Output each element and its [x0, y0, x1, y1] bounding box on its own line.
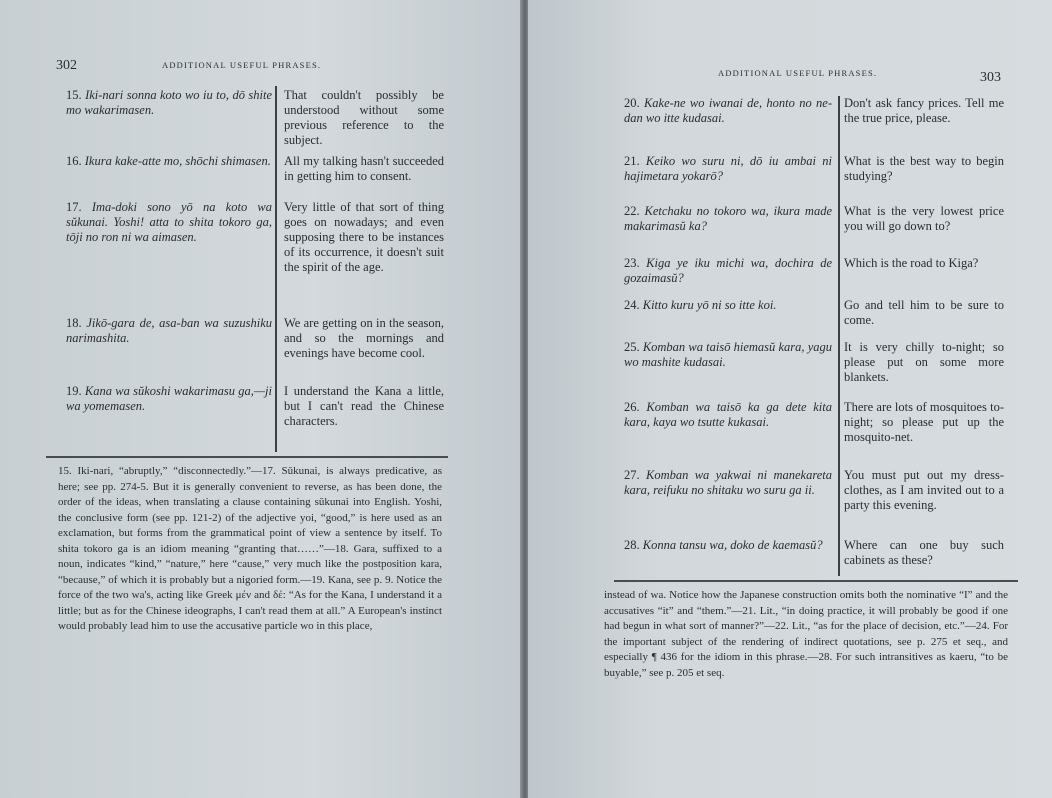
footnotes: 15. Iki-nari, “abruptly,” “disconnectedly.”—17. Sŭkunai, is always predicative, as here; see pp. 274-5. But it is generally convenient to reverse, as has been done, the order of the ideas, when translating a clause containing sŭkunai into English. Yoshi, the conclusive form (see pp. 121-2) of the adjective yoi, “good,” is here used as an exclamation, but forms from the grammatical point of view a sentence by itself. To shita tokoro ga is an idiom meaning “granting that……”—18. Gara, suffixed to a noun, indicates “kind,” “nature,” here “cause,” very much like the postposition kara, “because,” of which it is probably but a nigoried form.—19. Kana, see p. 9. Notice the force of the two wa's, acting like Greek μέν and δέ: “As for the Kana, I understand it a little; but as for the Chinese ideographs, I can't read them at all.” A European's instinct would probably lead him to use the accusative particle wo in this place, — [58, 465, 442, 632]
phrase-number: 23. — [624, 256, 640, 270]
phrase-english: There are lots of mosquitoes to-night; so please put up the mosquito-net. — [844, 400, 1004, 444]
notes-rule — [614, 580, 1018, 582]
phrase-number: 24. — [624, 298, 640, 312]
phrase-english: We are getting on in the season, and so the mornings and evenings have become cool. — [284, 316, 444, 360]
running-head: ADDITIONAL USEFUL PHRASES. — [718, 68, 878, 78]
column-divider — [838, 96, 840, 576]
phrase-japanese: 27. Komban wa yakwai ni manekareta kara, reifuku no shitaku wo suru ga ii. — [624, 468, 832, 497]
phrase-japanese: 16. Ikura kake-atte mo, shōchi shimasen. — [66, 154, 271, 168]
phrase-japanese: 21. Keiko wo suru ni, dō iu ambai ni hajimetara yokarō? — [624, 154, 832, 183]
phrase-english: It is very chilly to-night; so please put on some more blankets. — [844, 340, 1004, 384]
phrase-english: What is the very lowest price you will go down to? — [844, 204, 1004, 233]
phrase-english: You must put out my dress-clothes, as I am invited out to a party this evening. — [844, 468, 1004, 512]
phrase-japanese: 17. Ima-doki sono yō na koto wa sŭkunai. Yoshi! atta to shita tokoro ga, tōji no ron ni wa aimasen. — [66, 200, 272, 244]
phrase-japanese: 15. Iki-nari sonna koto wo iu to, dō shite mo wakarimasen. — [66, 88, 273, 117]
phrase-number: 28. — [624, 538, 640, 552]
phrase-number: 27. — [624, 468, 640, 482]
right-page — [528, 0, 1052, 798]
phrase-japanese: 22. Ketchaku no tokoro wa, ikura made makarimasŭ ka? — [624, 204, 832, 233]
phrase-english: Which is the road to Kiga? — [844, 256, 979, 270]
phrase-english: Where can one buy such cabinets as these? — [844, 538, 1004, 567]
page-number: 302 — [56, 58, 77, 73]
phrase-english: That couldn't possibly be understood without some previous reference to the subject. — [284, 88, 444, 147]
phrase-number: 17. — [66, 200, 82, 214]
phrase-number: 19. — [66, 384, 82, 398]
phrase-japanese: 26. Komban wa taisō ka ga dete kita kara, kaya wo tsutte kukasai. — [624, 400, 832, 429]
page-number: 303 — [980, 70, 1001, 85]
phrase-english: What is the best way to begin studying? — [844, 154, 1004, 183]
phrase-number: 21. — [624, 154, 640, 168]
phrase-japanese: 23. Kiga ye iku michi wa, dochira de gozaimasŭ? — [624, 256, 832, 285]
phrase-english: I understand the Kana a little, but I can't read the Chinese characters. — [284, 384, 444, 428]
phrase-japanese: 25. Komban wa taisō hiemasŭ kara, yagu wo mashite kudasai. — [624, 340, 832, 369]
phrase-number: 18. — [66, 316, 82, 330]
running-head: ADDITIONAL USEFUL PHRASES. — [162, 60, 322, 70]
phrase-number: 20. — [624, 96, 640, 110]
phrase-number: 26. — [624, 400, 640, 414]
left-page — [0, 0, 522, 798]
column-divider — [275, 86, 277, 452]
phrase-number: 22. — [624, 204, 640, 218]
phrase-english: All my talking hasn't succeeded in getting him to consent. — [284, 154, 444, 183]
phrase-japanese: 24. Kitto kuru yō ni so itte koi. — [624, 298, 777, 312]
phrase-number: 25. — [624, 340, 640, 354]
phrase-japanese: 18. Jikō-gara de, asa-ban wa suzushiku narimashita. — [66, 316, 273, 345]
phrase-japanese: 20. Kake-ne wo iwanai de, honto no ne-dan wo itte kudasai. — [624, 96, 833, 125]
phrase-number: 15. — [66, 88, 82, 102]
phrase-number: 16. — [66, 154, 82, 168]
phrase-japanese: 19. Kana wa sŭkoshi wakarimasu ga,—ji wa yomemasen. — [66, 384, 272, 413]
phrase-english: Go and tell him to be sure to come. — [844, 298, 1004, 327]
phrase-japanese: 28. Konna tansu wa, doko de kaemasŭ? — [624, 538, 823, 552]
footnotes: instead of wa. Notice how the Japanese construction omits both the nominative “I” and the accusatives “it” and “them.”—21. Lit., “in doing practice, it will probably be good if one had begun in what sort of manner?”—22. Lit., “as for the place of decision, etc.”—24. For the important subject of the rendering of indirect quotations, see p. 275 et seq., and especially ¶ 436 for the idiom in this phrase.—28. For such intransitives as kaeru, “to be buyable,” see p. 205 et seq. — [604, 589, 1008, 679]
phrase-english: Don't ask fancy prices. Tell me the true price, please. — [844, 96, 1004, 125]
notes-rule — [46, 456, 448, 458]
phrase-english: Very little of that sort of thing goes on nowadays; and even supposing there to be instances of its occurrence, it doesn't suit the spirit of the age. — [284, 200, 444, 274]
